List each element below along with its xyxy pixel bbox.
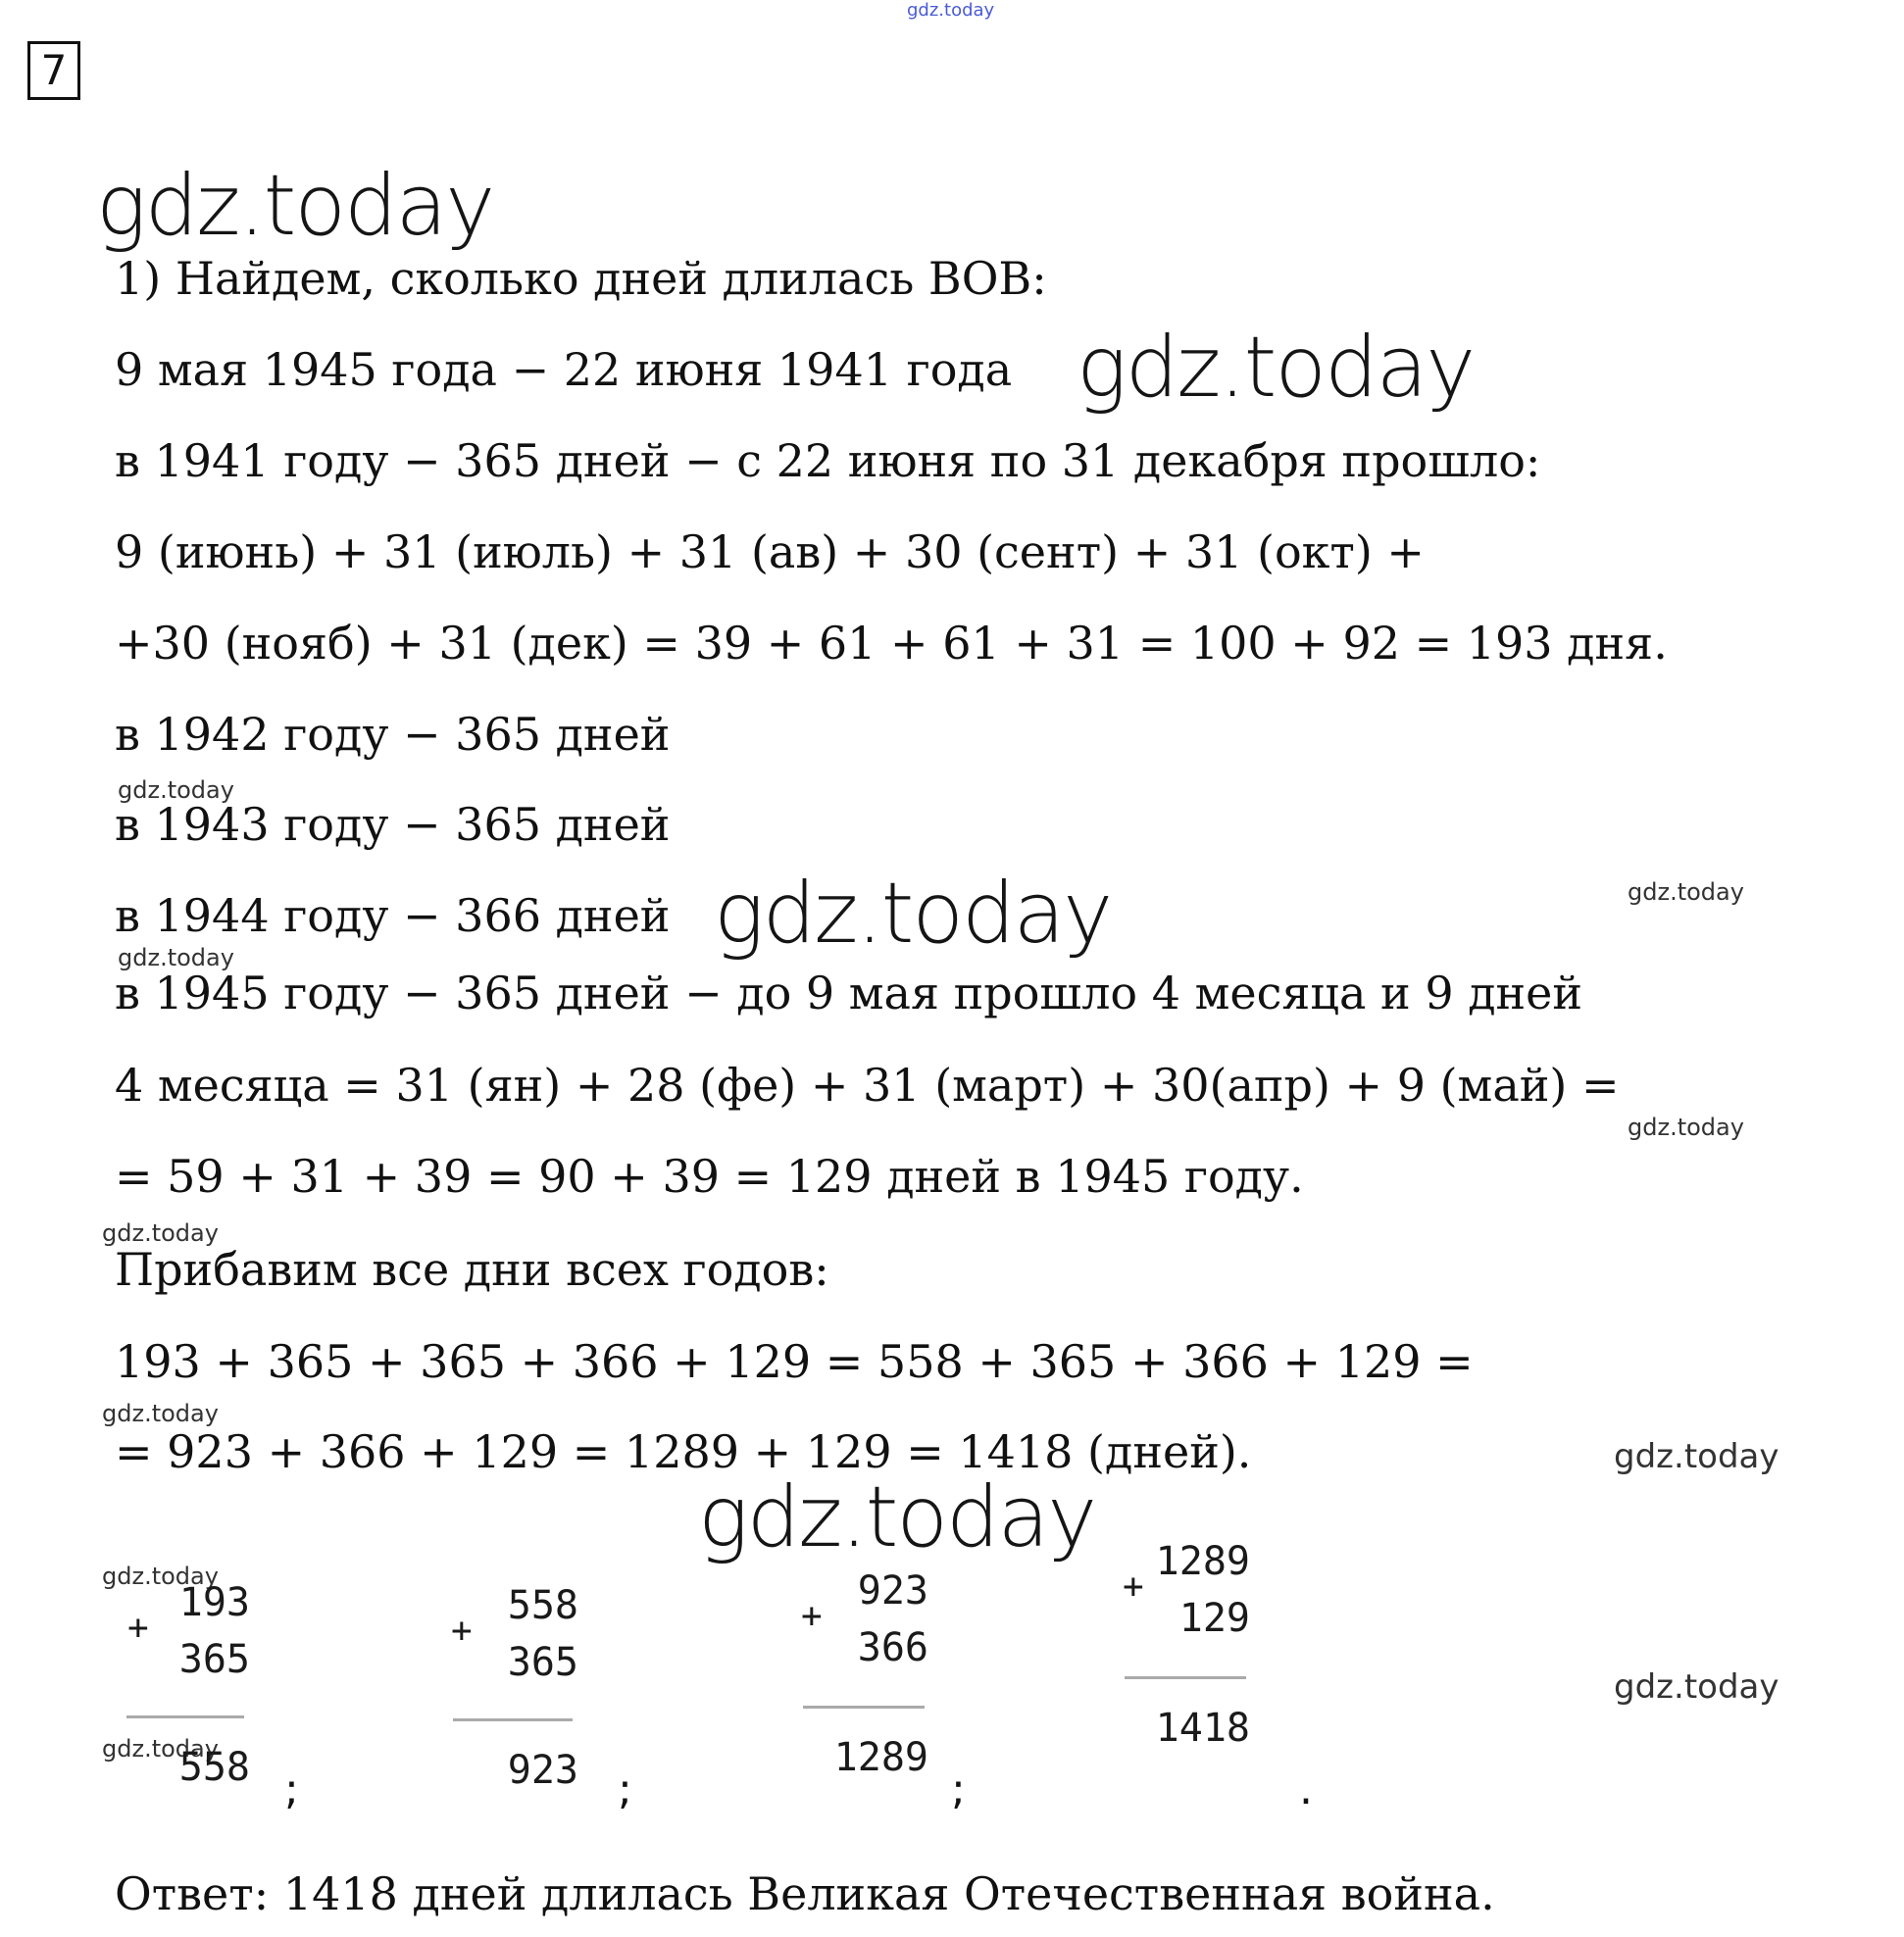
solution-line-2: 9 мая 1945 года − 22 июня 1941 года [115,343,1013,396]
solution-line-10: 4 месяца = 31 (ян) + 28 (фе) + 31 (март) + 30(апр) + 9 (май) = [115,1059,1620,1112]
solution-line-1: 1) Найдем, сколько дней длилась ВОВ: [115,252,1047,305]
separator-2: ; [618,1764,632,1814]
separator-4: . [1299,1764,1313,1814]
solution-line-9: в 1945 году − 365 дней − до 9 мая прошло 4 месяца и 9 дней [115,967,1583,1019]
watermark-small-3: gdz.today [1628,878,1744,906]
addend-bottom: 129 [1178,1596,1250,1641]
addend-bottom: 366 [857,1625,928,1670]
watermark-small-8: gdz.today [102,1735,219,1763]
watermark-medium-1: gdz.today [1614,1437,1779,1476]
separator-3: ; [951,1764,966,1814]
watermark-top: gdz.today [907,0,995,21]
sum-line [453,1718,573,1721]
solution-line-6: в 1942 году − 365 дней [115,708,671,761]
plus-sign: + [451,1611,473,1651]
watermark-large-2: gdz.today [1077,319,1475,417]
solution-line-5: +30 (нояб) + 31 (дек) = 39 + 61 + 61 + 31 = 100 + 92 = 193 дня. [115,617,1668,670]
column-addition-1 [123,1580,260,1806]
addend-top: 1289 [1155,1539,1250,1584]
solution-line-3: в 1941 году − 365 дней − с 22 июня по 31 декабря прошло: [115,434,1541,487]
sum-result: 558 [178,1745,250,1790]
addend-top: 193 [178,1580,250,1625]
solution-line-11: = 59 + 31 + 39 = 90 + 39 = 129 дней в 1945 году. [115,1150,1304,1203]
watermark-small-1: gdz.today [118,776,234,804]
watermark-small-4: gdz.today [1628,1114,1744,1141]
watermark-large-4: gdz.today [698,1468,1096,1566]
sum-result: 1289 [833,1735,928,1780]
column-addition-2 [451,1583,588,1809]
addend-bottom: 365 [178,1637,250,1682]
watermark-medium-2: gdz.today [1614,1667,1779,1707]
solution-line-8: в 1944 году − 366 дней [115,889,671,942]
answer-line: Ответ: 1418 дней длилась Великая Отечественная война. [115,1867,1495,1920]
column-addition-4 [1123,1539,1260,1764]
problem-number: 7 [27,41,80,100]
sum-result: 1418 [1155,1706,1250,1751]
watermark-small-5: gdz.today [102,1219,219,1247]
watermark-small-6: gdz.today [102,1400,219,1427]
plus-sign: + [801,1596,823,1636]
sum-result: 923 [507,1748,578,1793]
plus-sign: + [127,1608,149,1648]
watermark-large-1: gdz.today [96,157,494,255]
solution-line-7: в 1943 году − 365 дней [115,798,671,851]
solution-line-12: Прибавим все дни всех годов: [115,1243,829,1296]
solution-line-4: 9 (июнь) + 31 (июль) + 31 (ав) + 30 (сент) + 31 (окт) + [115,525,1425,578]
watermark-small-2: gdz.today [118,944,234,971]
sum-line [126,1715,244,1718]
solution-line-14: = 923 + 366 + 129 = 1289 + 129 = 1418 (дней). [115,1425,1252,1478]
plus-sign: + [1123,1566,1144,1607]
addend-bottom: 365 [507,1640,578,1685]
addend-top: 923 [857,1568,928,1614]
sum-line [1125,1676,1246,1679]
watermark-large-3: gdz.today [714,865,1112,963]
sum-line [803,1706,925,1709]
separator-1: ; [284,1764,299,1814]
watermark-small-7: gdz.today [102,1563,219,1590]
column-addition-3 [801,1568,938,1794]
addend-top: 558 [507,1583,578,1628]
solution-line-13: 193 + 365 + 365 + 366 + 129 = 558 + 365 + 366 + 129 = [115,1335,1474,1388]
